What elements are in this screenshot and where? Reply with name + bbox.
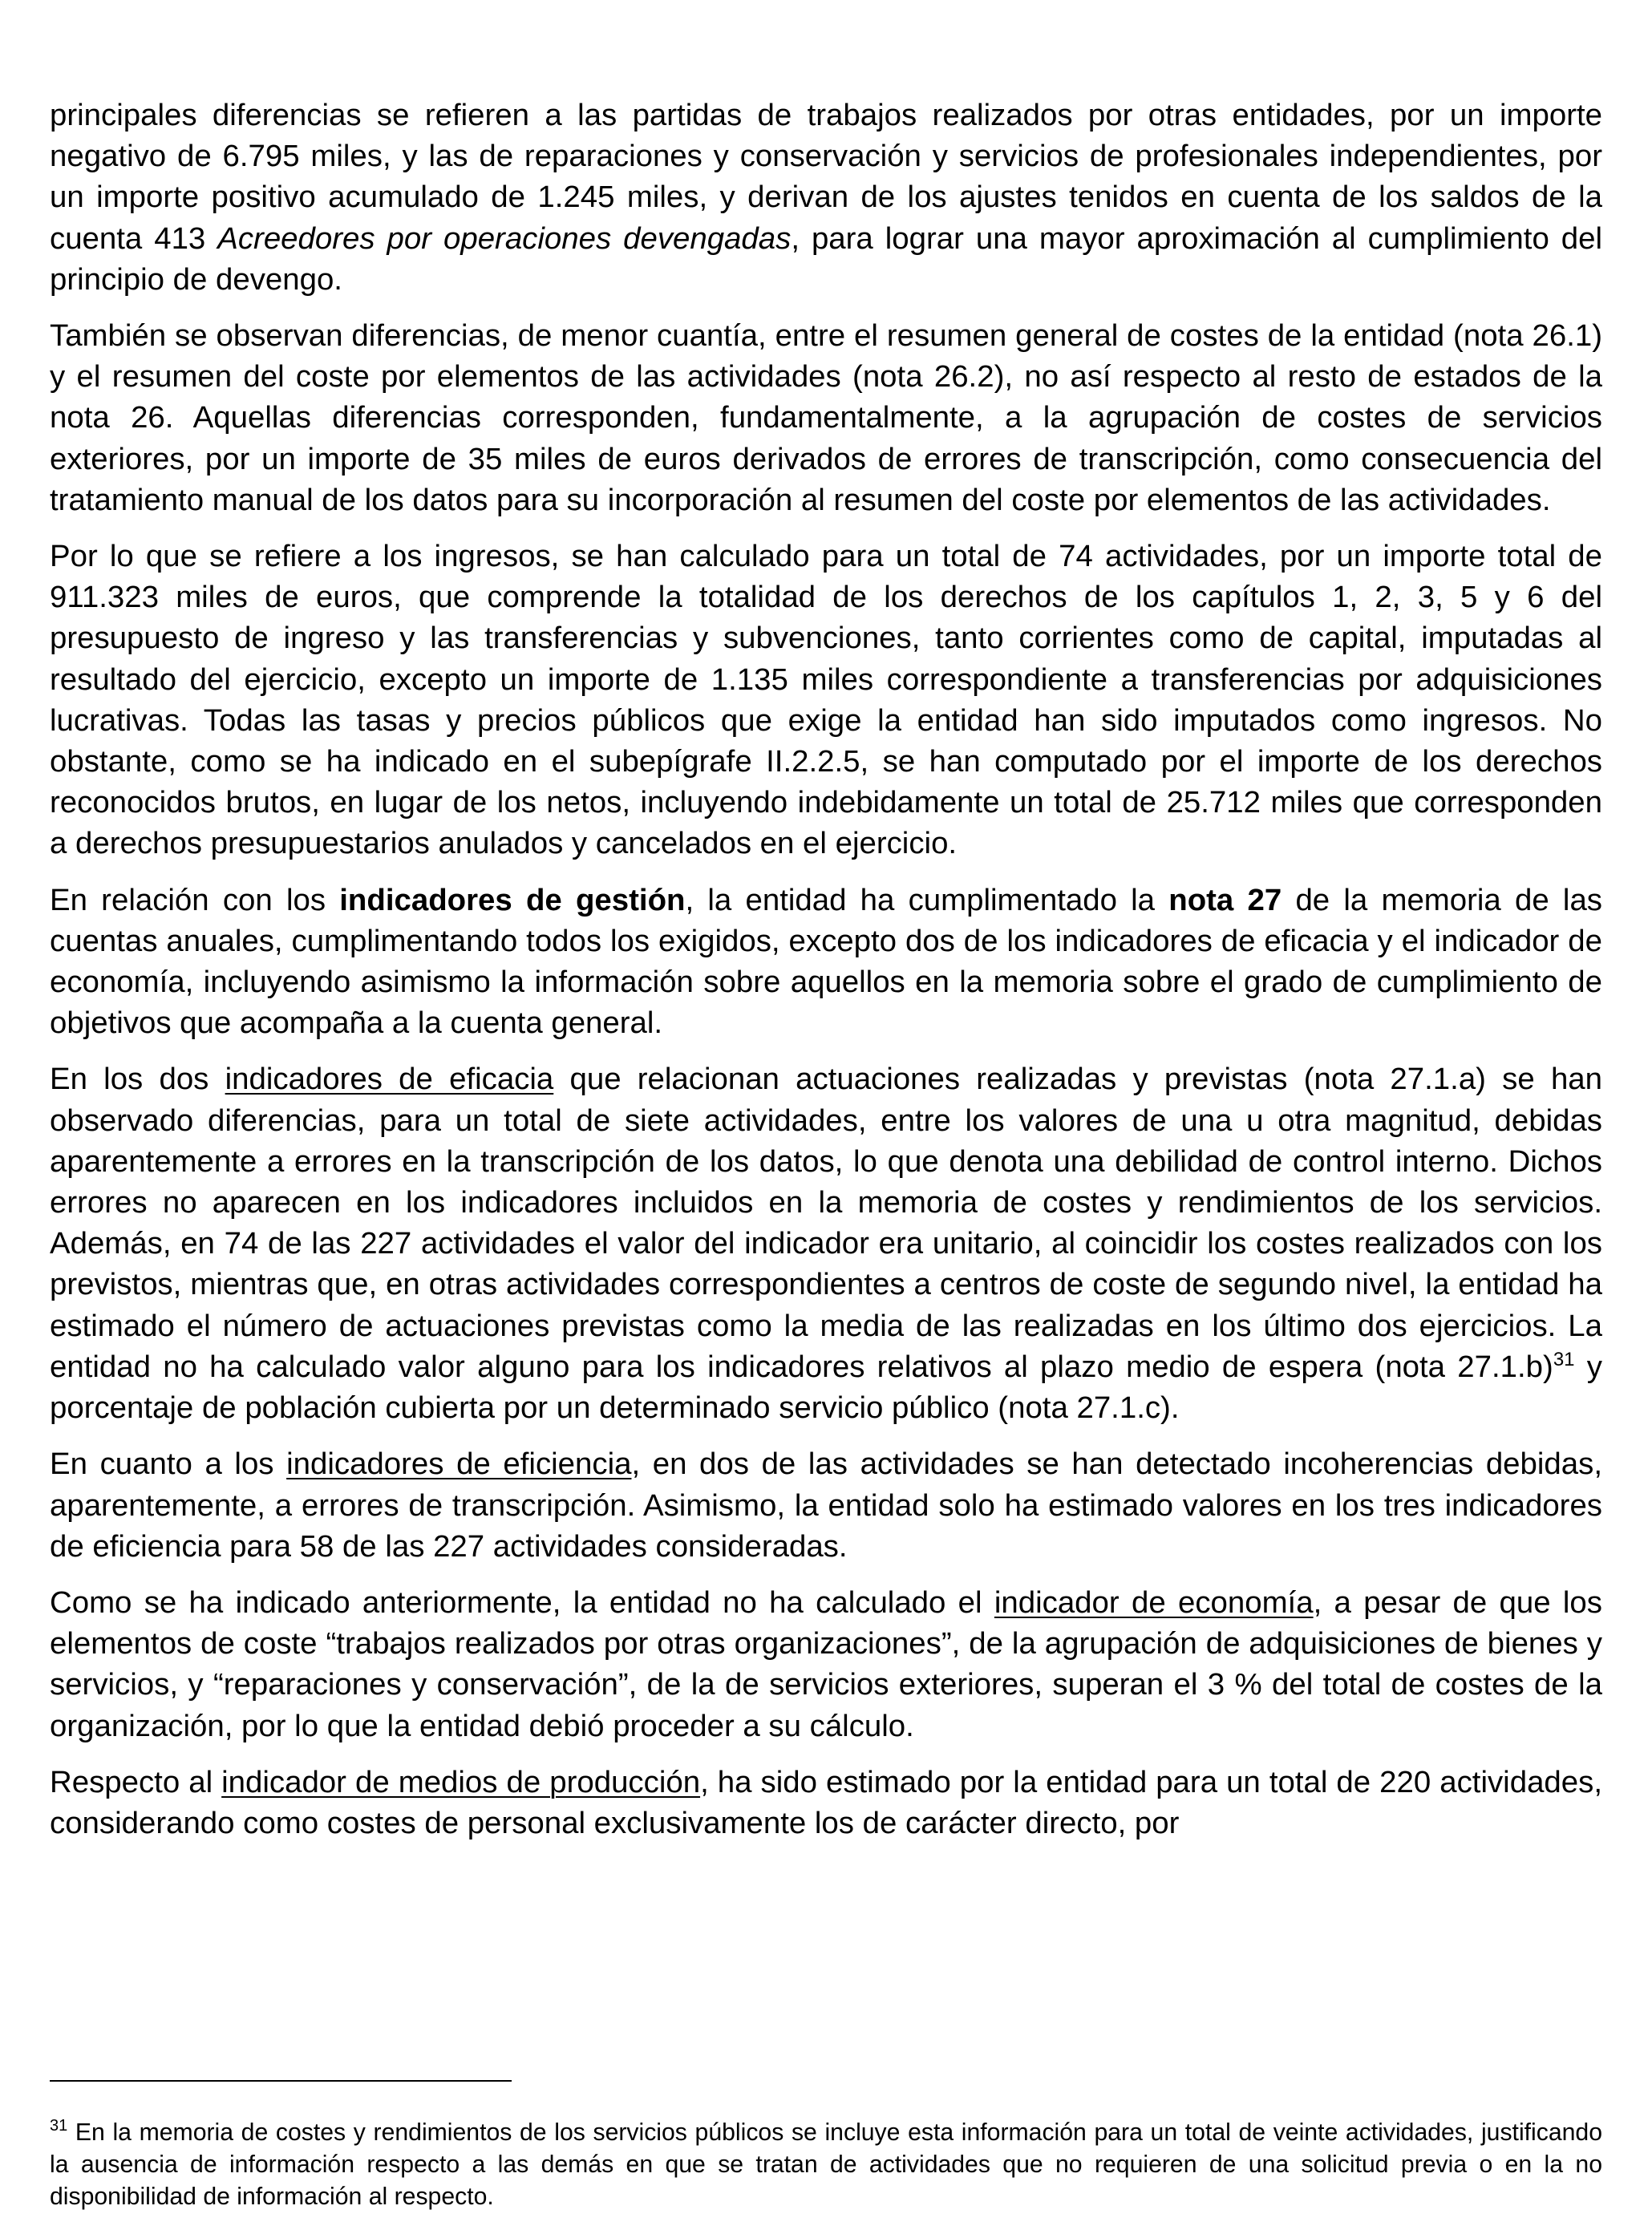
efficacy-indicators-underlined: indicadores de eficacia	[225, 1062, 554, 1097]
paragraph-1-end: , para lograr una mayor aproximación al cumplimiento del principio de devengo.	[50, 221, 1602, 297]
management-indicators-bold: indicadores de gestión	[339, 882, 686, 917]
efficiency-indicators-underlined: indicadores de eficiencia	[286, 1447, 632, 1482]
footnote-reference[interactable]: 31	[1553, 1348, 1575, 1370]
footnote-number: 31	[50, 2117, 68, 2135]
paragraph-4	[50, 880, 1602, 1044]
paragraph-7	[50, 1582, 1602, 1746]
paragraph-1-text: principales diferencias se refieren a las partidas de trabajos realizados por otras entidades, por un importe negativo de 6.795 miles, y las de reparaciones y conservación y servicios de profesionales independientes, por un importe positivo acumulado de 1.245 miles, y derivan de los ajustes tenidos en cuenta de los saldos de la cuenta 413	[50, 98, 1602, 256]
paragraph-4-text-c: de la memoria de las cuentas anuales, cumplimentando todos los exigidos, excepto dos de los indicadores de eficacia y el indicador de economía, incluyendo asimismo la información sobre aquellos en la memoria sobre el grado de cumplimiento de objetivos que acompaña a la cuenta general.	[50, 882, 1603, 1041]
production-means-indicator-underlined: indicador de medios de producción	[221, 1764, 701, 1799]
paragraph-5	[50, 1058, 1602, 1428]
paragraph-6	[50, 1443, 1602, 1567]
paragraph-4-text-a: En relación con los	[50, 882, 340, 917]
paragraph-7-text-a: Como se ha indicado anteriormente, la entidad no ha calculado el	[50, 1585, 994, 1620]
paragraph-6-text-b: , en dos de las actividades se han detectado incoherencias debidas, aparentemente, a errores de transcripción. Asimismo, la entidad solo ha estimado valores en los tres indicadores de eficiencia para 58 de las 227 actividades consideradas.	[50, 1447, 1602, 1564]
footnote-31	[50, 2117, 1602, 2213]
paragraph-8-text-b: , ha sido estimado por la entidad para un total de 220 actividades, considerando como costes de personal exclusivamente los de carácter directo, por	[50, 1764, 1602, 1840]
note-27-bold: nota 27	[1168, 882, 1282, 917]
account-name-italic: Acreedores por operaciones devengadas	[217, 221, 792, 256]
paragraph-5-text-a: En los dos	[50, 1062, 225, 1097]
paragraph-3: Por lo que se refiere a los ingresos, se han calculado para un total de 74 actividades, por un importe total de 911.323 miles de euros, que comprende la totalidad de los derechos de los capítulos 1, 2, 3, 5 y 6 del presupuesto de ingreso y las transferencias y subvenciones, tanto corrientes como de capital, imputadas al resultado del ejercicio, excepto un importe de 1.135 miles correspondiente a transferencias por adquisiciones lucrativas. Todas las tasas y precios públicos que exige la entidad han sido imputados como ingresos. No obstante, como se ha indicado en el subepígrafe II.2.2.5, se han computado por el importe de los derechos reconocidos brutos, en lugar de los netos, incluyendo indebidamente un total de 25.712 miles que corresponden a derechos presupuestarios anulados y cancelados en el ejercicio.	[50, 539, 1602, 861]
paragraph-5-text-b: que relacionan actuaciones realizadas y previstas (nota 27.1.a) se han observado diferencias, para un total de siete actividades, entre los valores de una u otra magnitud, debidas aparentemente a errores en la transcripción de los datos, lo que denota una debilidad de control interno. Dichos errores no aparecen en los indicadores incluidos en la memoria de costes y rendimientos de los servicios. Además, en 74 de las 227 actividades el valor del indicador era unitario, al coincidir los costes realizados con los previstos, mientras que, en otras actividades correspondientes a centros de coste de segundo nivel, la entidad ha estimado el número de actuaciones previstas como la media de las realizadas en los último dos ejercicios. La entidad no ha calculado valor alguno para los indicadores relativos al plazo medio de espera (nota 27.1.b)	[50, 1062, 1602, 1384]
paragraph-5-text-c: y porcentaje de población cubierta por un determinado servicio público (nota 27.1.c).	[50, 1349, 1602, 1426]
paragraph-8	[50, 1762, 1602, 1844]
paragraph-8-text-a: Respecto al	[50, 1764, 222, 1799]
document-body	[50, 95, 1602, 1859]
paragraph-4-text-b: , la entidad ha cumplimentado la	[685, 882, 1169, 917]
economy-indicator-underlined: indicador de economía	[994, 1585, 1314, 1620]
footnote-text: En la memoria de costes y rendimientos de los servicios públicos se incluye esta información para un total de veinte actividades, justificando la ausencia de información respecto a las demás en que se tratan de actividades que no requieren de una solicitud previa o en la no disponibilidad de información al respecto.	[50, 2119, 1602, 2210]
paragraph-1	[50, 95, 1602, 300]
footnote-separator	[50, 2080, 512, 2082]
paragraph-6-text-a: En cuanto a los	[50, 1447, 287, 1482]
paragraph-2: También se observan diferencias, de menor cuantía, entre el resumen general de costes de la entidad (nota 26.1) y el resumen del coste por elementos de las actividades (nota 26.2), no así respecto al resto de estados de la nota 26. Aquellas diferencias corresponden, fundamentalmente, a la agrupación de costes de servicios exteriores, por un importe de 35 miles de euros derivados de errores de transcripción, como consecuencia del tratamiento manual de los datos para su incorporación al resumen del coste por elementos de las actividades.	[50, 318, 1602, 517]
paragraph-7-text-b: , a pesar de que los elementos de coste “trabajos realizados por otras organizaciones”, de la agrupación de adquisiciones de bienes y servicios, y “reparaciones y conservación”, de la de servicios exteriores, superan el 3 % del total de costes de la organización, por lo que la entidad debió proceder a su cálculo.	[50, 1585, 1602, 1743]
